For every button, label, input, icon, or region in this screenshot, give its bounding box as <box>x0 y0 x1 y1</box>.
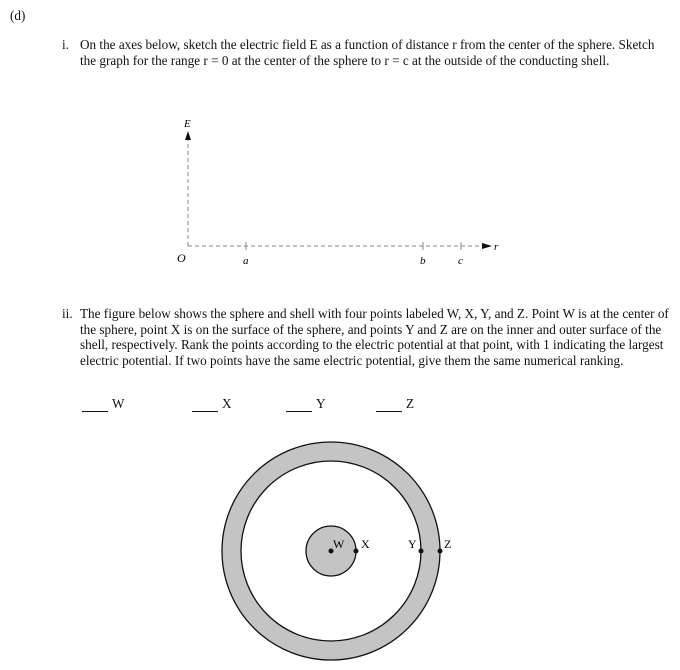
part-label: (d) <box>10 8 26 23</box>
rank-blank-z[interactable] <box>376 396 414 412</box>
sphere-shell-figure <box>0 430 680 670</box>
blank-label: Z <box>406 396 415 411</box>
e-axis-label: E <box>184 118 191 130</box>
part-ii-number: ii. <box>62 306 73 321</box>
rank-blank-w[interactable] <box>82 396 124 412</box>
part-i-text: On the axes below, sketch the electric field E as a function of distance r from the center of the sphere. Sketch the graph for the range r = 0 at the center of the sphere to r = c at the outside of the conducting shell. <box>80 37 655 68</box>
r-axis-arrow-icon <box>482 243 492 249</box>
point-y <box>419 549 424 554</box>
answer-line[interactable] <box>192 399 218 412</box>
electric-field-axes[interactable] <box>0 0 680 300</box>
part-ii-text: The figure below shows the sphere and shell with four points labeled W, X, Y, and Z. Point W is at the center of the sphere, point X is on the surface of the sphere, and points Y and Z are on the inner and outer surface of the shell, respectively. Rank the points according to the electric potential at that point, with 1 indicating the largest electric potential. If two points have the same electric potential, give them the same numerical ranking. <box>80 306 669 368</box>
point-x <box>354 549 359 554</box>
tick-label-a: a <box>243 255 249 267</box>
answer-line[interactable] <box>82 399 108 412</box>
part-i-number: i. <box>62 37 69 52</box>
rank-blank-x[interactable] <box>192 396 232 412</box>
label-y: Y <box>408 537 417 551</box>
e-axis-arrow-icon <box>185 131 191 140</box>
blank-label: W <box>112 396 125 411</box>
tick-label-c: c <box>458 255 463 267</box>
blank-label: X <box>222 396 232 411</box>
blank-label: Y <box>316 396 326 411</box>
r-axis-label: r <box>494 241 499 253</box>
label-w: W <box>333 537 345 551</box>
rank-blank-y[interactable] <box>286 396 326 412</box>
answer-line[interactable] <box>286 399 312 412</box>
label-x: X <box>361 537 370 551</box>
answer-line[interactable] <box>376 399 402 412</box>
tick-label-b: b <box>420 255 426 267</box>
label-z: Z <box>444 537 452 551</box>
point-z <box>438 549 443 554</box>
origin-label: O <box>177 251 186 265</box>
